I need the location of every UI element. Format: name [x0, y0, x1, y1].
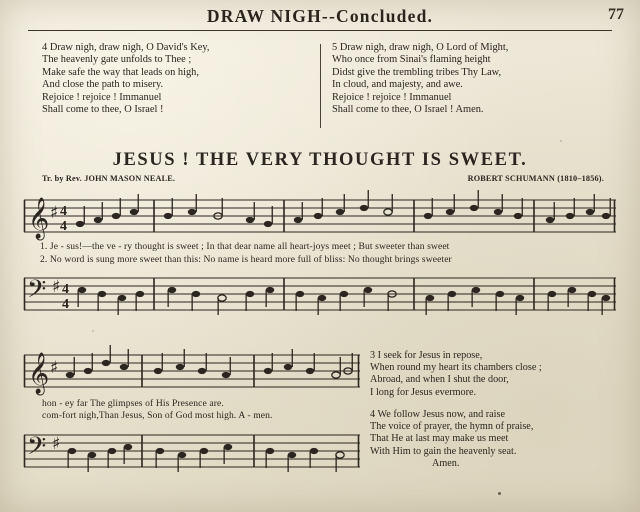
- lyric-line-2: [40, 254, 452, 265]
- svg-text:♯: ♯: [50, 203, 59, 223]
- verse-number: 3: [370, 350, 376, 361]
- verse-line: Rejoice ! rejoice ! Immanuel: [332, 91, 452, 103]
- page-speck: [560, 140, 562, 142]
- verse-line: Make safe the way that leads on high,: [42, 66, 199, 78]
- lyric-line-1: [40, 241, 449, 252]
- staff-system-2: [22, 268, 618, 329]
- lyric-line-3: [42, 398, 224, 409]
- svg-text:♯: ♯: [52, 434, 61, 454]
- lyric-text: No word is sung more sweet than this: No name is heard more full of bliss: No thought brings sweeter: [49, 254, 452, 265]
- verse-line: Who once from Sinai's flaming height: [332, 54, 491, 66]
- svg-text:4: 4: [62, 282, 69, 297]
- verse-4-block-lower: [370, 409, 620, 470]
- verse-number: 4: [42, 42, 48, 53]
- verse-line: Abroad, and when I shut the door,: [370, 374, 509, 386]
- svg-text:♯: ♯: [50, 358, 59, 378]
- verse-line: With Him to gain the heavenly seat.: [370, 445, 517, 457]
- amen-line: Amen.: [432, 457, 460, 469]
- verse-line: [370, 350, 620, 362]
- page-speck: [92, 330, 94, 332]
- verse-line: I long for Jesus evermore.: [370, 386, 477, 398]
- verse-line: Didst give the trembling tribes Thy Law,: [332, 66, 502, 78]
- verse-text: Draw nigh, draw nigh, O Lord of Might,: [339, 42, 509, 53]
- music-staff-treble-2: [22, 345, 362, 401]
- svg-text:4: 4: [62, 297, 69, 312]
- lyric-line-4: [42, 410, 273, 421]
- verse-line: Shall come to thee, O Israel ! Amen.: [332, 104, 484, 116]
- verse-3-block: [370, 350, 620, 399]
- svg-text:𝄢: 𝄢: [27, 432, 47, 467]
- svg-text:𝄢: 𝄢: [27, 275, 47, 310]
- page-speck: [498, 492, 501, 495]
- svg-text:𝄞: 𝄞: [28, 198, 50, 239]
- verse-text: Draw nigh, draw nigh, O David's Key,: [49, 42, 210, 53]
- verse-line: That He at last may make us meet: [370, 433, 509, 445]
- verse-line: Rejoice ! rejoice ! Immanuel: [42, 91, 162, 103]
- verse-text: We follow Jesus now, and raise: [377, 409, 505, 420]
- verse-text: I seek for Jesus in repose,: [377, 350, 483, 361]
- svg-text:4: 4: [60, 219, 67, 234]
- svg-text:♯: ♯: [52, 277, 61, 297]
- staff-system-3: [22, 345, 362, 406]
- lyric-text: com-fort nigh,Than Jesus, Son of God most high. A - men.: [42, 410, 273, 421]
- verse-line: When round my heart its chambers close ;: [370, 362, 542, 374]
- page-number: 77: [608, 6, 624, 23]
- page-header: [0, 6, 640, 27]
- translator-credit: Tr. by Rev. JOHN MASON NEALE.: [42, 174, 176, 183]
- lyric-number: 1.: [40, 241, 48, 252]
- verse-line: The heavenly gate unfolds to Thee ;: [42, 54, 192, 66]
- staff-system-4: [22, 425, 362, 486]
- verse-line: The voice of prayer, the hymn of praise,: [370, 421, 534, 433]
- song-title: JESUS ! THE VERY THOUGHT IS SWEET.: [112, 150, 528, 170]
- music-staff-bass-2: [22, 425, 362, 481]
- music-staff-treble-1: [22, 190, 618, 246]
- header-rule: [28, 30, 612, 31]
- verse-number: 4: [370, 409, 376, 420]
- verse-line: In cloud, and majesty, and awe.: [332, 79, 463, 91]
- verse-number: 5: [332, 42, 338, 53]
- verse-line: [370, 409, 620, 421]
- verse-line: [42, 42, 322, 54]
- lyric-number: 2.: [40, 254, 48, 265]
- lyric-text: hon - ey far The glimpses of His Presence are.: [42, 398, 224, 409]
- music-staff-bass-1: [22, 268, 618, 324]
- verse-4-block: [42, 42, 322, 116]
- verse-line: [332, 42, 612, 54]
- verse-line: And close the path to misery.: [42, 79, 164, 91]
- svg-text:4: 4: [60, 204, 67, 219]
- svg-text:𝄞: 𝄞: [28, 353, 50, 394]
- composer-credit: ROBERT SCHUMANN (1810–1856).: [467, 174, 604, 183]
- verse-line: Shall come to thee, O Israel !: [42, 104, 164, 116]
- page-title: DRAW NIGH--Concluded.: [206, 6, 434, 26]
- lyric-text: Je - sus!—the ve - ry thought is sweet ; In that dear name all heart-joys meet ; But sweeter than sweet: [49, 241, 450, 252]
- verse-5-block: [332, 42, 612, 116]
